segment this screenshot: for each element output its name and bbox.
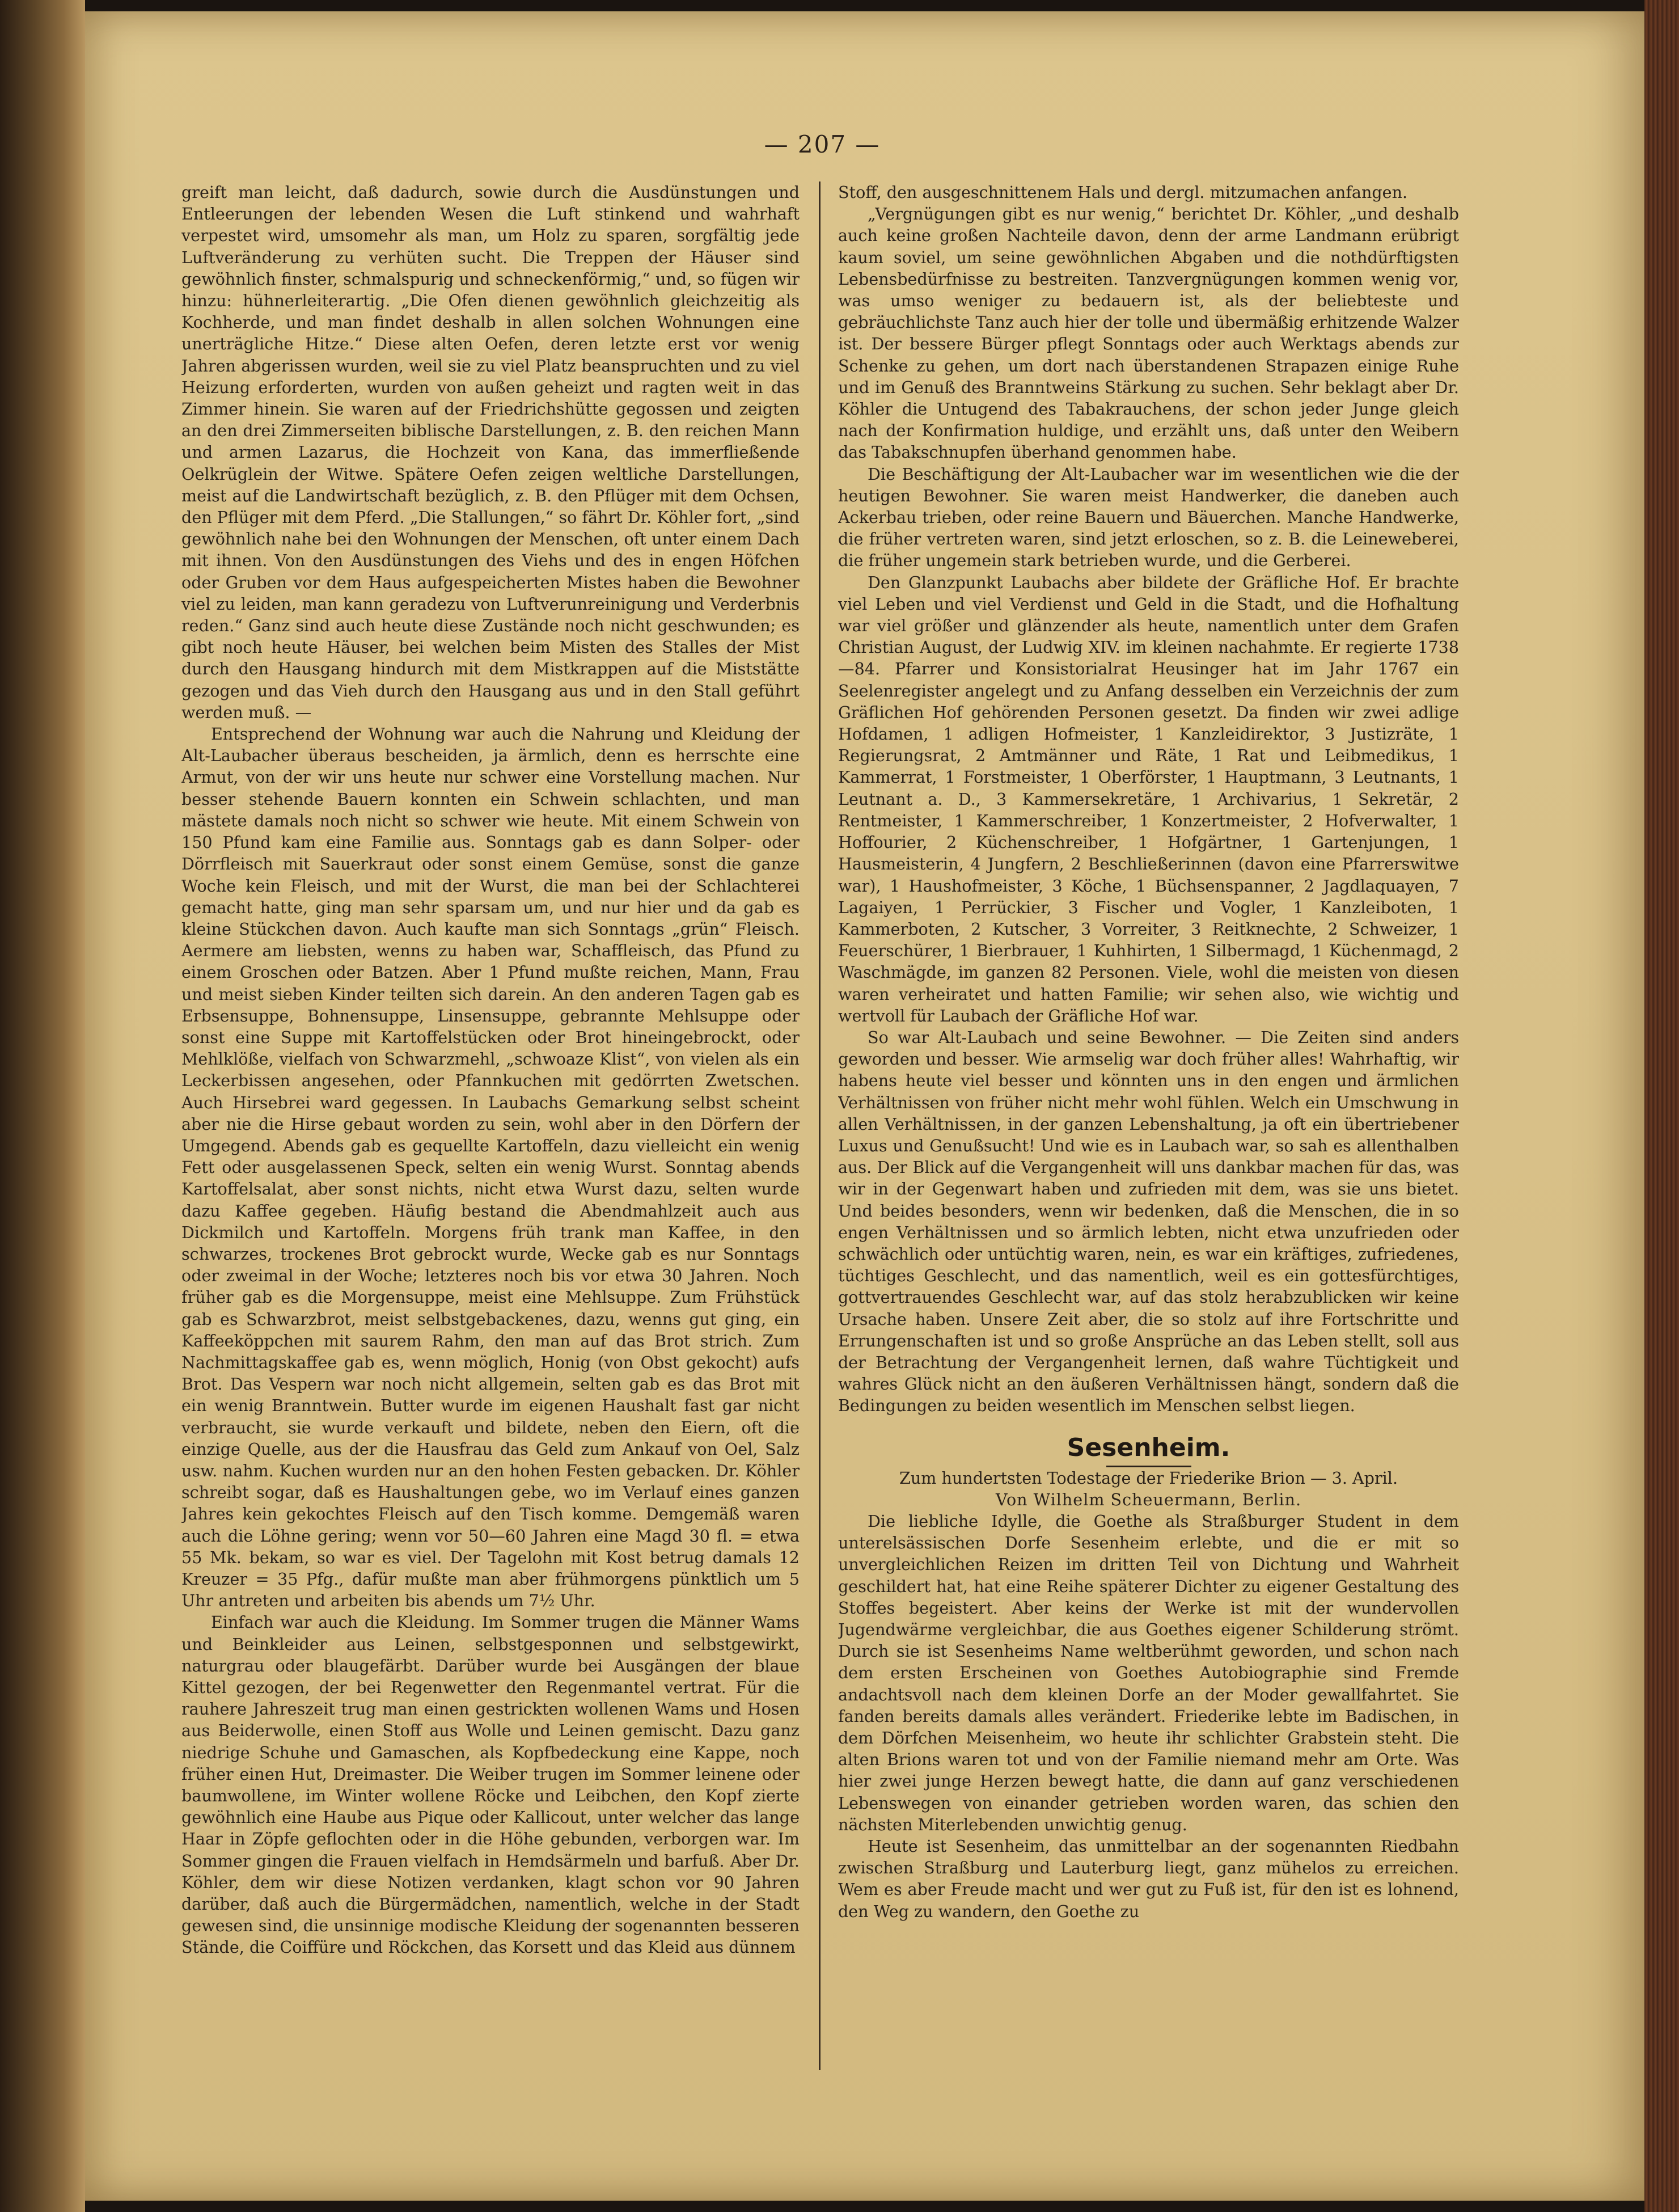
page-number: — 207 —: [764, 130, 881, 158]
article-title: Sesenheim.: [1067, 1433, 1230, 1462]
article-author: Von Wilhelm Scheuermann, Berlin.: [995, 1489, 1302, 1509]
right-paragraph-1: Stoff, den ausgeschnittenem Hals und dergl. mitzumachen anfangen.: [838, 183, 1408, 202]
right-paragraph-3: Die Beschäftigung der Alt-Laubacher war im wesentlichen wie die der heutigen Bewohner. Sie waren meist Handwerker, die daneben auch Ackerbau trieben, oder reine Bauern und Bäuerchen. Manche Handwerke, die früher vertreten waren, sind jetzt erloschen, so z. B. die Leineweberei, die früher ungemein stark betrieben wurde, und die Gerberei.: [838, 464, 1459, 571]
right-paragraph-4: Den Glanzpunkt Laubachs aber bildete der Gräfliche Hof. Er brachte viel Leben und viel Verdienst und Geld in die Stadt, und die Hofhaltung war viel größer und glänzender als heute, namentlich unter dem Grafen Christian August, der Ludwig XIV. im kleinen nachahmte. Er regierte 1738—84. Pfarrer und Konsistorialrat Heusinger hat im Jahr 1767 ein Seelenregister angelegt und zu Anfang desselben ein Verzeichnis der zum Gräflichen Hof gehörenden Personen gesetzt. Da finden wir zwei adlige Hofdamen, 1 adligen Hofmeister, 1 Kanzleidirektor, 3 Justizräte, 1 Regierungsrat, 2 Amtmänner und Räte, 1 Rat und Leibmedikus, 1 Kammerrat, 1 Forstmeister, 1 Oberförster, 1 Hauptmann, 3 Leutnants, 1 Leutnant a. D., 3 Kammersekretäre, 1 Archivarius, 1 Sekretär, 2 Rentmeister, 1 Kammerschreiber, 1 Konzertmeister, 2 Hofverwalter, 1 Hoffourier, 2 Küchenschreiber, 1 Hofgärtner, 1 Gartenjungen, 1 Hausmeisterin, 4 Jungfern, 2 Beschließerinnen (davon eine Pfarrerswitwe war), 1 Haushofmeister, 3 Köche, 1 Büchsenspanner, 2 Jagdlaquayen, 7 Lagaiyen, 1 Perrückier, 3 Fischer und Vogler, 1 Kanzleiboten, 1 Kammerboten, 2 Kutscher, 3 Vorreiter, 3 Reitknechte, 2 Schweizer, 1 Feuerschürer, 1 Bierbrauer, 1 Kuhhirten, 1 Silbermagd, 1 Küchenmagd, 2 Waschmägde, im ganzen 82 Personen. Viele, wohl die meisten von diesen waren verheiratet und hatten Familie; wir sehen also, wie wichtig und wertvoll für Laubach der Gräfliche Hof war.: [838, 572, 1459, 1025]
left-paragraph-2: Entsprechend der Wohnung war auch die Nahrung und Kleidung der Alt-Laubacher überaus bescheiden, ja ärmlich, denn es herrschte eine Armut, von der wir uns heute nur schwer eine Vorstellung machen. Nur besser stehende Bauern konnten ein Schwein schlachten, und man mästete damals noch nicht so schwer wie heute. Mit einem Schwein von 150 Pfund kam eine Familie aus. Sonntags gab es dann Solper- oder Dörrfleisch mit Sauerkraut oder sonst einem Gemüse, sonst die ganze Woche kein Fleisch, und mit der Wurst, die man bei der Schlachterei gemacht hatte, ging man sehr sparsam um, und nur hier und da gab es kleine Stückchen davon. Auch kaufte man sich Sonntags „grün“ Fleisch. Aermere am liebsten, wenns zu haben war, Schaffleisch, das Pfund zu einem Groschen oder Batzen. Aber 1 Pfund mußte reichen, Mann, Frau und meist sieben Kinder teilten sich darein. An den anderen Tagen gab es Erbsensuppe, Bohnensuppe, Linsensuppe, gebrannte Mehlsuppe oder sonst eine Suppe mit Kartoffelstücken oder Brot hineingebrockt, oder Mehlklöße, vielfach von Schwarzmehl, „schwoaze Klist“, von vielen als ein Leckerbissen angesehen, oder Pfannkuchen mit gedörrten Zwetschen. Auch Hirsebrei ward gegessen. In Laubachs Gemarkung selbst scheint aber nie die Hirse gebaut worden zu sein, wohl aber in den Dörfern der Umgegend. Abends gab es gequellte Kartoffeln, dazu vielleicht ein wenig Fett oder ausgelassenen Speck, selten ein wenig Wurst. Sonntag abends Kartoffelsalat, aber sonst nichts, nicht etwa Wurst dazu, selten wurde dazu Kaffee gegeben. Häufig bestand die Abendmahlzeit auch aus Dickmilch und Kartoffeln. Morgens früh trank man Kaffee, in den schwarzes, trockenes Brot gebrockt wurde, Wecke gab es nur Sonntags oder zweimal in der Woche; letzteres noch bis vor etwa 30 Jahren. Noch früher gab es die Morgensuppe, meist eine Mehlsuppe. Zum Frühstück gab es Schwarzbrot, meist selbstgebackenes, dazu, wenns gut ging, ein Kaffeeköppchen mit saurem Rahm, den man auf das Brot strich. Zum Nachmittagskaffee gab es, wenn möglich, Honig (von Obst gekocht) aufs Brot. Das Vespern war noch nicht allgemein, selten gab es das Brot mit ein wenig Branntwein. Butter wurde im eigenen Haushalt fast gar nicht verbraucht, sie wurde verkauft und bildete, neben den Eiern, oft die einzige Quelle, aus der die Hausfrau das Geld zum Ankauf von Oel, Salz usw. nahm. Kuchen wurden nur an den hohen Festen gebacken. Dr. Köhler schreibt sogar, daß es Haushaltungen gebe, wo im Verlauf eines ganzen Jahres kein gekochtes Fleisch auf den Tisch komme. Demgemäß waren auch die Löhne gering; wenn vor 50—60 Jahren eine Magd 30 fl. = etwa 55 Mk. bekam, so war es viel. Der Tagelohn mit Kost betrug damals 12 Kreuzer = 35 Pfg., dafür mußte man aber frühmorgens pünktlich um 5 Uhr antreten und arbeiten bis abends um 7½ Uhr.: [181, 724, 800, 1611]
left-column: [181, 181, 800, 2087]
book-edge: [1644, 0, 1679, 2212]
right-column: [838, 181, 1459, 2087]
article-subtitle: Zum hundertsten Todestage der Friederike Brion — 3. April.: [899, 1468, 1398, 1488]
article-paragraph-1: Die liebliche Idylle, die Goethe als Straßburger Student in dem unterelsässischen Dorfe Sesenheim erlebte, und die er mit so unvergleichlichen Reizen im dritten Teil von Dichtung und Wahrheit geschildert hat, hat eine Reihe späterer Dichter zu eigener Gestaltung des Stoffes begeistert. Aber keins der Werke ist mit der wundervollen Jugendwärme vergleichbar, die aus Goethes eigener Schilderung strömt. Durch sie ist Sesenheims Name weltberühmt geworden, und schon nach dem ersten Erscheinen von Goethes Autobiographie sind Fremde andachtsvoll nach dem kleinen Dorfe an der Moder gewallfahrtet. Sie fanden bereits damals alles verändert. Friederike lebte im Badischen, in dem Dörfchen Meisenheim, wo heute ihr schlichter Grabstein steht. Die alten Brions waren tot und von der Familie niemand mehr am Orte. Was hier zwei junge Herzen bewegt hatte, die dann auf ganz verschiedenen Lebenswegen von einander getrieben worden waren, das schien den nächsten Miterlebenden unwichtig genug.: [838, 1511, 1459, 1834]
article-paragraph-2: Heute ist Sesenheim, das unmittelbar an der sogenannten Riedbahn zwischen Straßburg und Lauterburg liegt, ganz mühelos zu erreichen. Wem es aber Freude macht und wer gut zu Fuß ist, für den ist es lohnend, den Weg zu wandern, den Goethe zu: [838, 1837, 1459, 1921]
left-paragraph-3: Einfach war auch die Kleidung. Im Sommer trugen die Männer Wams und Beinkleider aus Leinen, selbstgesponnen und selbstgewirkt, naturgrau oder blaugefärbt. Darüber wurde bei Ausgängen der blaue Kittel gezogen, der bei Regenwetter den Regenmantel vertrat. Für die rauhere Jahreszeit trug man einen gestrickten wollenen Wams und Hosen aus Beiderwolle, einen Stoff aus Wolle und Leinen gemischt. Dazu ganz niedrige Schuhe und Gamaschen, als Kopfbedeckung eine Kappe, noch früher einen Hut, Dreimaster. Die Weiber trugen im Sommer leinene oder baumwollene, im Winter wollene Röcke und Leibchen, den Kopf zierte gewöhnlich eine Haube aus Pique oder Kallicout, unter welcher das lange Haar in Zöpfe geflochten oder in die Höhe gebunden, verborgen war. Im Sommer gingen die Frauen vielfach in Hemdsärmeln und barfuß. Aber Dr. Köhler, dem wir diese Notizen verdanken, klagt schon vor 90 Jahren darüber, daß auch die Bürgermädchen, namentlich, welche in der Stadt gewesen sind, die unsinnige modische Kleidung der sogenannten besseren Stände, die Coiffüre und Röckchen, das Korsett und das Kleid aus dünnem: [181, 1612, 800, 1957]
column-divider: [819, 181, 821, 2070]
right-paragraph-5: So war Alt-Laubach und seine Bewohner. — Die Zeiten sind anders geworden und besser. Wie armselig war doch früher alles! Wahrhaftig, wir habens heute viel besser und könnten uns in den engen und ärmlichen Verhältnissen von früher nicht mehr wohl fühlen. Welch ein Umschwung in allen Verhältnissen, in der ganzen Lebenshaltung, ja oft ein übertriebener Luxus und Genußsucht! Und wie es in Laubach war, so sah es allenthalben aus. Der Blick auf die Vergangenheit will uns dankbar machen für das, was wir in der Gegenwart haben und zufrieden mit dem, was sie uns bietet. Und beides besonders, wenn wir bedenken, daß die Menschen, die in so engen Verhältnissen und so ärmlich lebten, nicht etwa unzufrieden oder schwächlich oder untüchtig waren, nein, es war ein kräftiges, zufriedenes, tüchtiges Geschlecht, und das namentlich, weil es ein gottesfürchtiges, gottvertrauendes Geschlecht war, auf das stolz herabzublicken wir keine Ursache haben. Unsere Zeit aber, die so stolz auf ihre Fortschritte und Errungenschaften ist und so große Ansprüche an das Leben stellt, soll aus der Betrachtung der Vergangenheit lernen, daß wahre Tüchtigkeit und wahres Glück nicht an den äußeren Verhältnissen hängt, sondern daß die Bedingungen zu beiden wesentlich im Menschen selbst liegen.: [838, 1027, 1459, 1416]
right-paragraph-2: „Vergnügungen gibt es nur wenig,“ berichtet Dr. Köhler, „und deshalb auch keine großen Nachteile davon, denn der arme Landmann erübrigt kaum soviel, um seine gewöhnlichen Abgaben und die nothdürftigsten Lebensbedürfnisse zu bestreiten. Tanzvergnügungen kommen wenig vor, was umso weniger zu bedauern ist, als der beliebteste und gebräuchlichste Tanz auch hier der tolle und übermäßig erhitzende Walzer ist. Der bessere Bürger pflegt Sonntags oder auch Werktags abends zur Schenke zu gehen, um dort nach überstandenen Strapazen einige Ruhe und im Genuß des Branntweins Stärkung zu suchen. Sehr beklagt aber Dr. Köhler die Untugend des Tabakrauchens, der schon jeder Junge gleich nach der Konfirmation huldige, und erzählt uns, daß unter den Weibern das Tabakschnupfen überhand genommen habe.: [838, 204, 1459, 462]
left-paragraph-1: greift man leicht, daß dadurch, sowie durch die Ausdünstungen und Entleerungen der lebenden Wesen die Luft stinkend und wahrhaft verpestet wird, umsomehr als man, um Holz zu sparen, sorgfältig jede Luftveränderung zu verhüten sucht. Die Treppen der Häuser sind gewöhnlich finster, schmalspurig und schneckenförmig,“ und, so fügen wir hinzu: hühnerleiterartig. „Die Ofen dienen gewöhnlich gleichzeitig als Kochherde, und man findet deshalb in allen solchen Wohnungen eine unerträgliche Hitze.“ Diese alten Oefen, deren letzte erst vor wenig Jahren abgerissen wurden, weil sie zu viel Platz beanspruchten und zu viel Heizung erforderten, wurden von außen geheizt und ragten weit in das Zimmer hinein. Sie waren auf der Friedrichshütte gegossen und zeigten an den drei Zimmerseiten biblische Darstellungen, z. B. den reichen Mann und armen Lazarus, die Hochzeit von Kana, das immerfließende Oelkrüglein der Witwe. Spätere Oefen zeigen weltliche Darstellungen, meist auf die Landwirtschaft bezüglich, z. B. den Pflüger mit dem Ochsen, den Pflüger mit dem Pferd. „Die Stallungen,“ so fährt Dr. Köhler fort, „sind gewöhnlich nahe bei den Wohnungen der Menschen, oft unter einem Dach mit ihnen. Von den Ausdünstungen des Viehs und des in engen Höfchen oder Gruben vor dem Haus aufgespeicherten Mistes haben die Bewohner viel zu leiden, man kann geradezu von Luftverunreinigung und Verderbnis reden.“ Ganz sind auch heute diese Zustände noch nicht geschwunden; es gibt noch heute Häuser, bei welchen beim Misten des Stalles der Mist durch den Hausgang hindurch mit dem Mistkrappen auf die Miststätte gezogen und das Vieh durch den Hausgang aus und in den Stall geführt werden muß. —: [181, 183, 800, 722]
book-spine-shadow: [0, 0, 85, 2212]
